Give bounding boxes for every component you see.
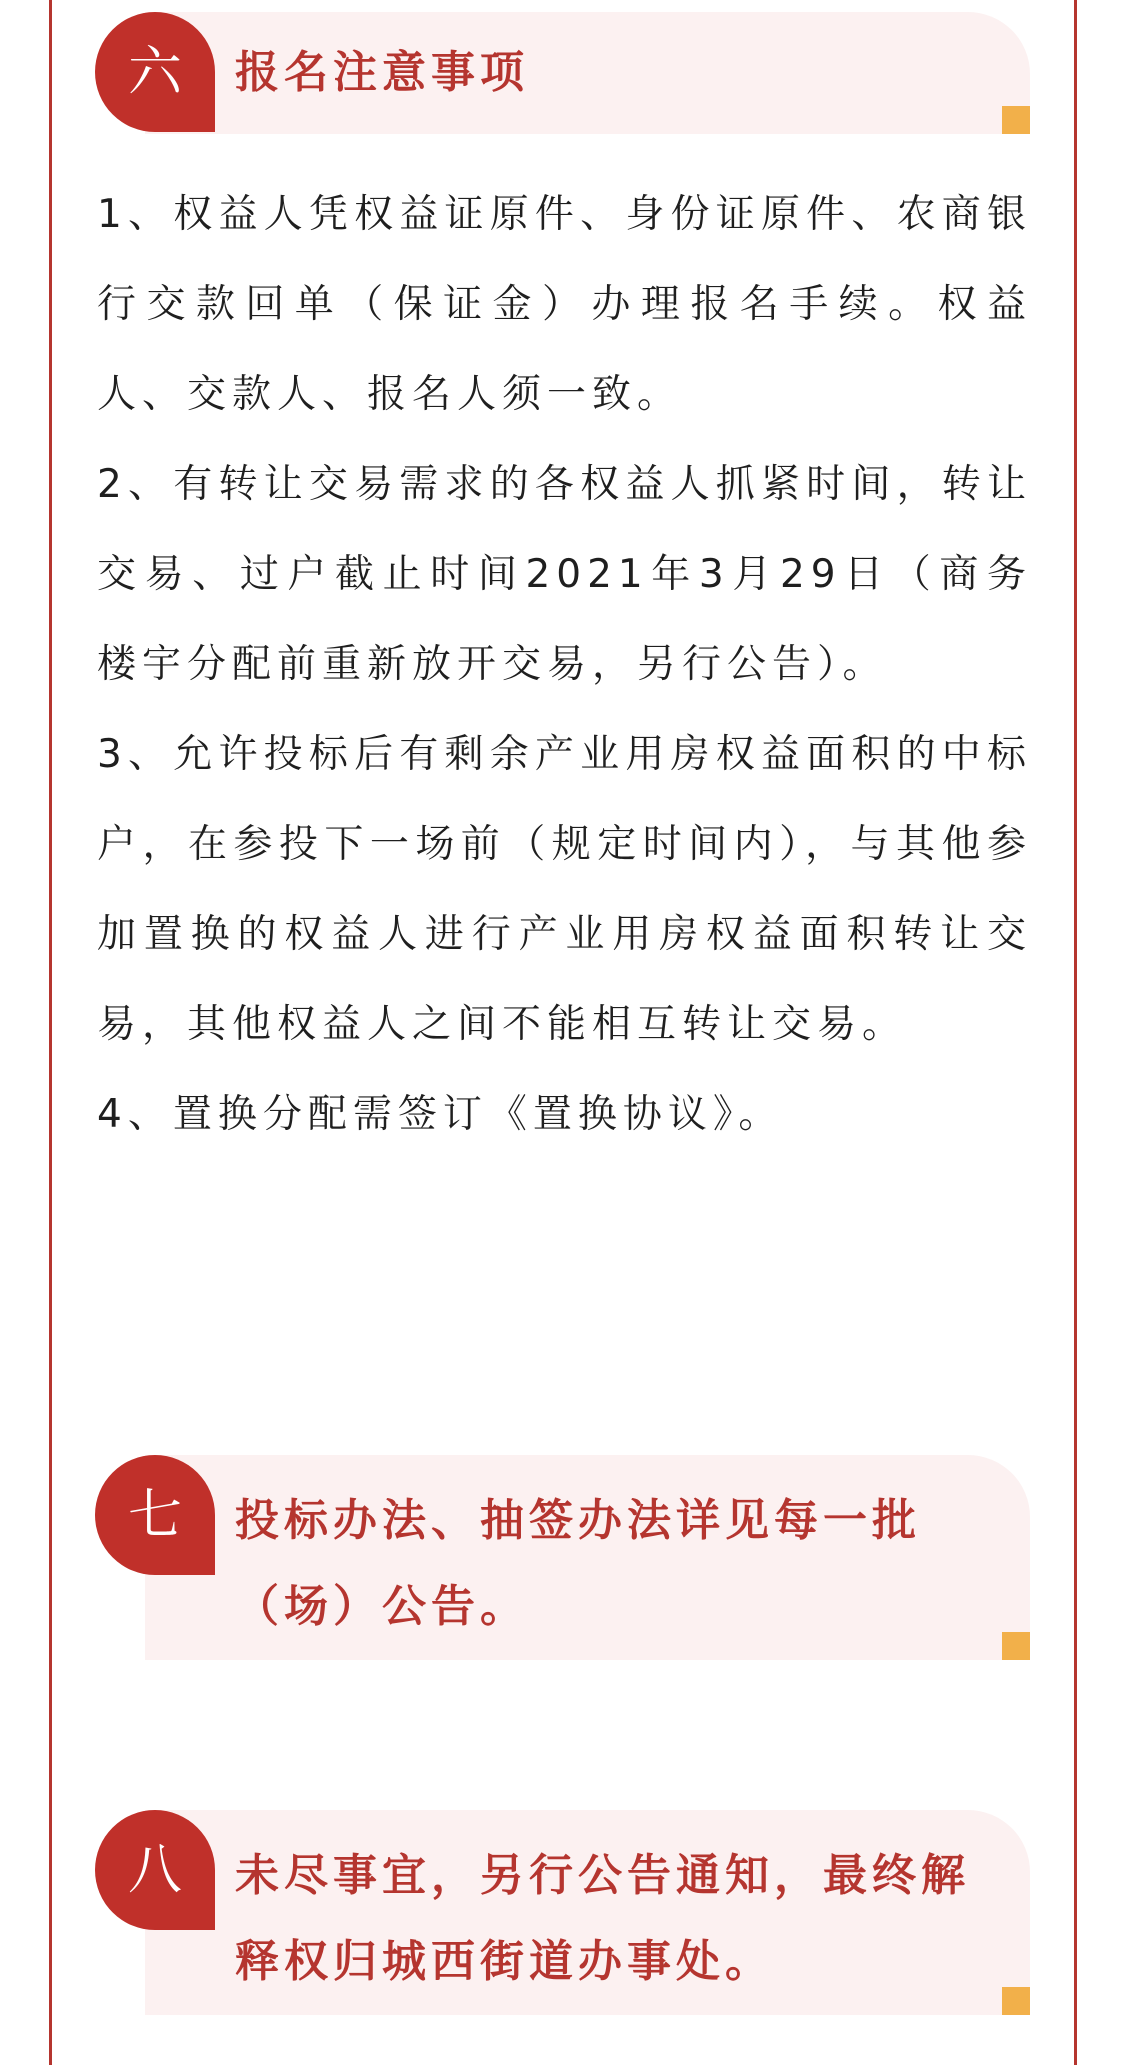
section-8-number-badge: 八 xyxy=(95,1810,215,1930)
notice-item-1: 1、权益人凭权益证原件、身份证原件、农商银行交款回单（保证金）办理报名手续。权益人、交款人、报名人须一致。 xyxy=(97,192,1032,417)
section-7-corner-square xyxy=(1002,1632,1030,1660)
notice-item-3: 3、允许投标后有剩余产业用房权益面积的中标户，在参投下一场前（规定时间内），与其他参加置换的权益人进行产业用房权益面积转让交易，其他权益人之间不能相互转让交易。 xyxy=(97,732,1032,1047)
notice-item-4: 4、置换分配需签订《置换协议》。 xyxy=(97,1092,784,1137)
section-7-header xyxy=(95,1455,1030,1660)
notice-item-2: 2、有转让交易需求的各权益人抓紧时间，转让交易、过户截止时间2021年3月29日（商务楼宇分配前重新放开交易，另行公告）。 xyxy=(97,462,1032,687)
section-6-corner-square xyxy=(1002,106,1030,134)
section-8-header xyxy=(95,1810,1030,2015)
right-frame-border xyxy=(1074,0,1077,2065)
section-6-title: 报名注意事项 xyxy=(235,47,529,98)
section-6-body xyxy=(97,170,1032,1160)
left-frame-border xyxy=(49,0,52,2065)
section-8-corner-square xyxy=(1002,1987,1030,2015)
section-7-title: 投标办法、抽签办法详见每一批（场）公告。 xyxy=(235,1495,921,1632)
section-8-title: 未尽事宜，另行公告通知，最终解释权归城西街道办事处。 xyxy=(235,1850,970,1987)
section-7-number-badge: 七 xyxy=(95,1455,215,1575)
section-6-header xyxy=(95,12,1030,134)
section-6-number-badge: 六 xyxy=(95,12,215,132)
